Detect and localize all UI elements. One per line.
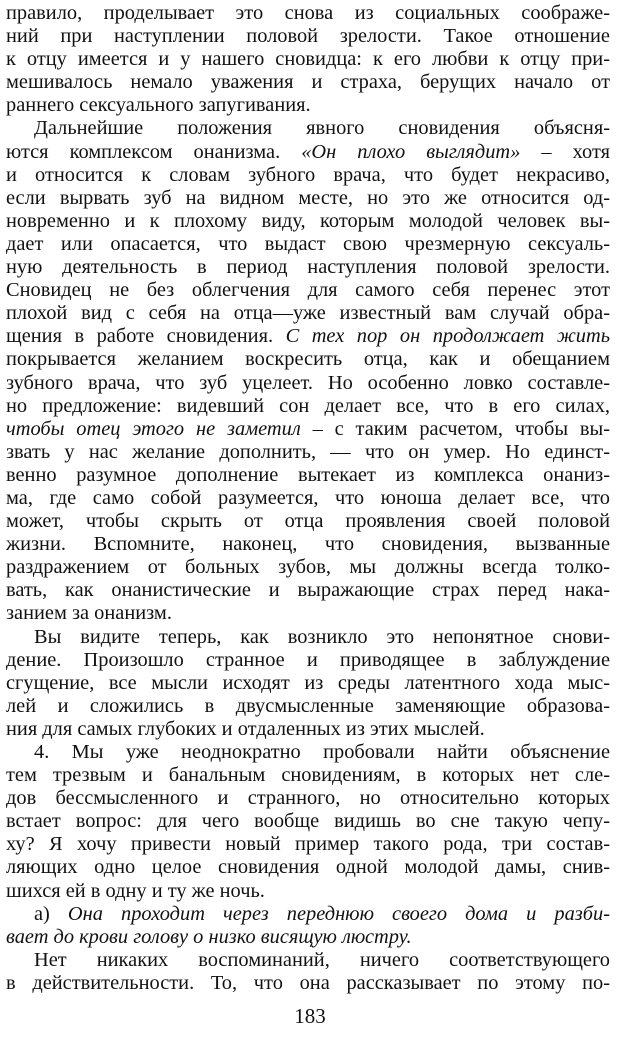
text-line xyxy=(6,395,610,418)
text-run: 4. Мы уже неоднократно пробовали найти объяснение xyxy=(34,741,610,763)
text-run: шихся ей в одну и ту же ночь. xyxy=(6,879,265,902)
text-run: ма, где само собой разумеется, что юноша делает все, что xyxy=(6,486,610,509)
text-line xyxy=(6,418,610,441)
text-run: сгущение, все мысли исходят из среды латентного хода мыс- xyxy=(6,671,610,694)
text-line xyxy=(6,810,610,833)
text-line xyxy=(6,25,610,48)
text-line xyxy=(6,279,610,302)
text-line xyxy=(6,718,610,741)
text-run: Дальнейшие положения явного сновидения объясня- xyxy=(34,117,610,140)
text-run: покрывается желанием воскресить отца, как и обещанием xyxy=(6,348,610,371)
text-run: ную деятельность в период наступления половой зрелости. xyxy=(6,256,610,279)
text-line xyxy=(6,464,610,487)
text-run: а) xyxy=(34,902,68,925)
book-page-text xyxy=(6,2,610,995)
text-line xyxy=(6,187,610,210)
text-line xyxy=(6,372,610,395)
paragraph xyxy=(6,949,610,995)
text-run: венно разумное дополнение вытекает из комплекса онаниз- xyxy=(6,463,610,486)
text-run: лей и сложились в двусмысленные заменяющие образова- xyxy=(6,694,610,717)
text-run: ний при наступлении половой зрелости. Такое отношение xyxy=(6,25,610,48)
text-run: звать у нас желание дополнить, — что он умер. Но единст- xyxy=(6,440,610,463)
text-run: щения в работе сновидения. xyxy=(6,325,286,348)
text-line xyxy=(6,348,610,371)
text-line xyxy=(6,903,610,926)
text-line xyxy=(6,441,610,464)
text-line xyxy=(6,880,610,903)
italic-text: «Он плохо выглядит» xyxy=(301,140,521,163)
text-line xyxy=(6,626,610,649)
italic-text: С тех пор он продолжает жить xyxy=(285,325,611,348)
text-line xyxy=(6,510,610,533)
text-line xyxy=(6,741,610,764)
text-line xyxy=(6,71,610,94)
italic-text: вает до крови голову о низко висящую люстру. xyxy=(6,925,412,948)
text-run: зубного врача, что зуб уцелеет. Но особенно ловко составле- xyxy=(6,371,610,394)
text-run: дов бессмысленного и странного, но относительно которых xyxy=(6,787,610,810)
text-run: если вырвать зуб на видном месте, но это же относится од- xyxy=(6,186,610,209)
text-line xyxy=(6,833,610,856)
text-line xyxy=(6,695,610,718)
text-line xyxy=(6,210,610,233)
text-line xyxy=(6,117,610,140)
text-run: тем трезвым и банальным сновидениям, в которых нет сле- xyxy=(6,764,610,787)
text-run: в действительности. То, что она рассказывает по этому по- xyxy=(6,971,610,994)
text-line xyxy=(6,94,610,117)
paragraph xyxy=(6,903,610,949)
text-run: жизни. Вспомните, наконец, что сновидения, вызванные xyxy=(6,533,610,556)
text-line xyxy=(6,579,610,602)
paragraph xyxy=(6,626,610,741)
text-line xyxy=(6,764,610,787)
text-line xyxy=(6,533,610,556)
text-run: ются комплексом онанизма. xyxy=(6,140,302,163)
text-run: Вы видите теперь, как возникло это непонятное снови- xyxy=(34,625,610,648)
text-line xyxy=(6,487,610,510)
text-run: вать, как онанистические и выражающие страх перед нака- xyxy=(6,579,610,602)
text-line xyxy=(6,926,610,949)
text-run: правило, проделывает это снова из социальных соображе- xyxy=(6,2,610,24)
text-run: ляющих одно целое сновидения одной молодой дамы, снив- xyxy=(6,856,610,879)
italic-text: Она проходит через переднюю своего дома и разби- xyxy=(67,902,610,925)
text-run: встает вопрос: для чего вообще видишь во сне такую чепу- xyxy=(6,810,610,833)
text-line xyxy=(6,972,610,995)
text-run: ху? Я хочу привести новый пример такого рода, три состав- xyxy=(6,833,610,856)
text-run: дает или опасается, что выдаст свою чрезмерную сексуаль- xyxy=(6,232,610,255)
paragraph xyxy=(6,117,610,625)
text-line xyxy=(6,256,610,279)
text-run: – с таким расчетом, чтобы вы- xyxy=(300,417,610,440)
text-run: и относится к словам зубного врача, что будет некрасиво, xyxy=(6,163,610,186)
text-line xyxy=(6,2,610,25)
text-run: новременно и к плохому виду, которым молодой человек вы- xyxy=(6,209,610,232)
text-run: Сновидец не без облегчения для самого себя перенес этот xyxy=(6,279,610,302)
text-run: раннего сексуального запугивания. xyxy=(6,94,311,117)
text-line xyxy=(6,602,610,625)
text-line xyxy=(6,302,610,325)
text-line xyxy=(6,233,610,256)
text-run: ния для самых глубоких и отдаленных из этих мыслей. xyxy=(6,717,485,740)
text-run: дение. Произошло странное и приводящее в заблуждение xyxy=(6,648,610,671)
page-number: 183 xyxy=(294,1004,326,1028)
paragraph xyxy=(6,2,610,117)
italic-text: чтобы отец этого не заметил xyxy=(6,417,301,440)
paragraph xyxy=(6,741,610,903)
text-line xyxy=(6,949,610,972)
text-line xyxy=(6,787,610,810)
text-line xyxy=(6,164,610,187)
text-run: но предложение: видевший сон делает все, что в его силах, xyxy=(6,394,610,417)
text-line xyxy=(6,48,610,71)
text-run: занием за онанизм. xyxy=(6,602,172,625)
text-run: мешивалось немало уважения и страха, берущих начало от xyxy=(6,71,610,94)
text-line xyxy=(6,556,610,579)
text-run: к отцу имеется и у нашего сновидца: к его любви к отцу при- xyxy=(6,48,610,71)
text-line xyxy=(6,325,610,348)
text-run: раздражением от больных зубов, мы должны всегда толко- xyxy=(6,556,610,579)
text-run: плохой вид с себя на отца—уже известный вам случай обра- xyxy=(6,302,610,325)
text-run: – хотя xyxy=(520,140,610,163)
text-line xyxy=(6,141,610,164)
text-line xyxy=(6,856,610,879)
text-run: может, чтобы скрыть от отца проявления своей половой xyxy=(6,510,610,533)
text-line xyxy=(6,649,610,672)
text-line xyxy=(6,672,610,695)
text-run: Нет никаких воспоминаний, ничего соответствующего xyxy=(34,948,610,971)
